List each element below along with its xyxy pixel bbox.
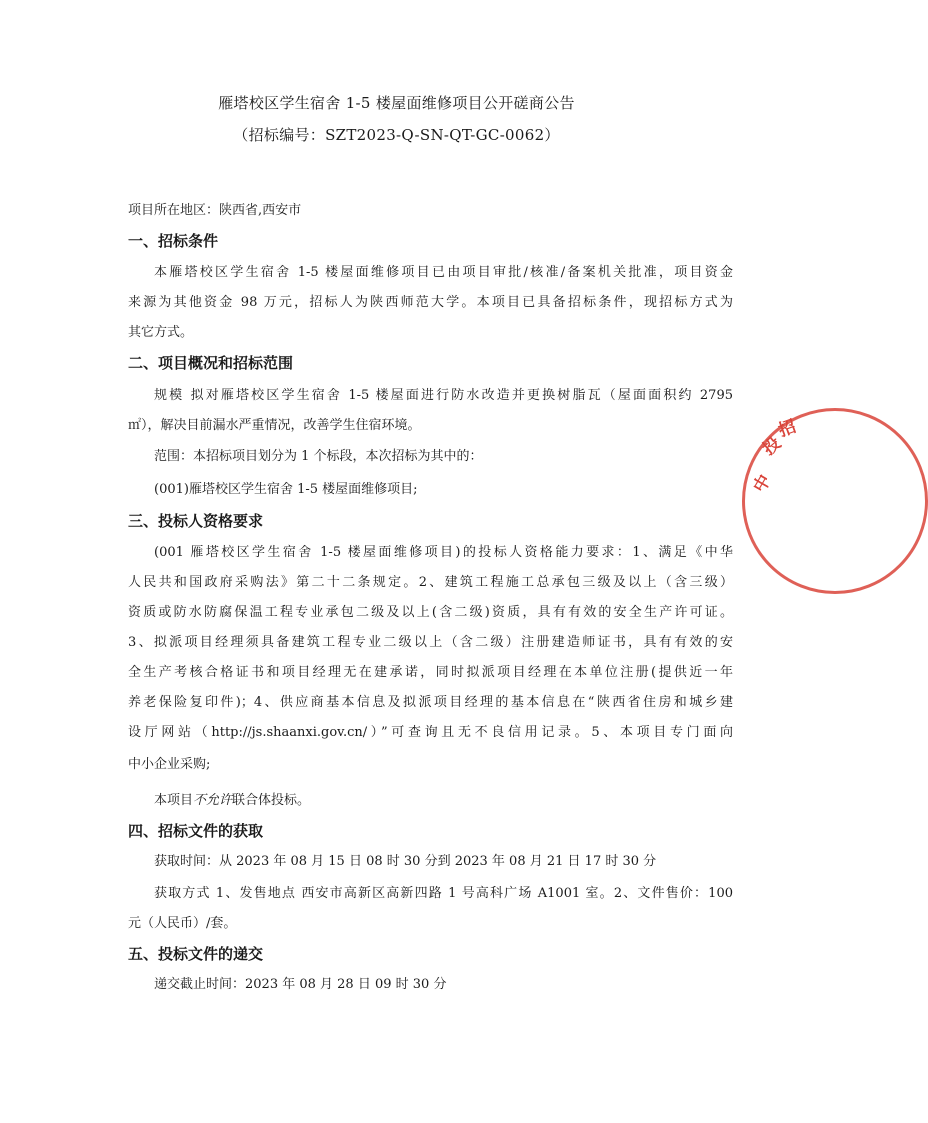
seal-text: 招	[775, 416, 799, 442]
seal-text: 中	[749, 471, 776, 497]
consortium-note	[154, 792, 733, 810]
section-2-scope: 范围：本招标项目划分为 1 个标段，本次招标为其中的：	[154, 449, 483, 464]
section-3-line-8: 中小企业采购;	[128, 757, 211, 772]
acquisition-method-line-2: 元（人民币）/套。	[128, 916, 237, 931]
document-title: 雁塔校区学生宿舍 1-5 楼屋面维修项目公开磋商公告	[218, 94, 575, 112]
consortium-prefix: 本项目	[154, 793, 194, 808]
section-2-heading: 二、项目概况和招标范围	[128, 354, 294, 372]
section-3-heading: 三、投标人资格要求	[128, 512, 264, 530]
section-3-line-3: 资质或防水防腐保温工程专业承包二级及以上(含二级)资质，具有有效的安全生产许可证。	[128, 605, 733, 620]
section-3-line-1: (001 雁塔校区学生宿舍 1-5 楼屋面维修项目)的投标人资格能力要求：1、满足《中华	[154, 545, 733, 560]
section-1-heading: 一、招标条件	[128, 232, 219, 250]
submission-deadline: 递交截止时间：2023 年 08 月 28 日 09 时 30 分	[154, 977, 447, 992]
consortium-suffix: 联合体投标。	[232, 793, 311, 808]
section-3-line-5: 全生产考核合格证书和项目经理无在建承诺，同时拟派项目经理在本单位注册(提供近一年	[128, 665, 733, 680]
tender-code: （招标编号：SZT2023-Q-SN-QT-GC-0062）	[233, 126, 560, 144]
seal-text: 投	[759, 433, 786, 460]
project-region: 项目所在地区：陕西省,西安市	[128, 203, 302, 218]
section-1-line-1: 本雁塔校区学生宿舍 1-5 楼屋面维修项目已由项目审批/核准/备案机关批准，项目资金	[154, 265, 733, 280]
section-3-line-2: 人民共和国政府采购法》第二十二条规定。2、建筑工程施工总承包三级及以上（含三级）	[128, 575, 733, 590]
acquisition-time: 获取时间：从 2023 年 08 月 15 日 08 时 30 分到 2023 年 08 月 21 日 17 时 30 分	[154, 854, 657, 869]
section-3-line-7: 设厅网站（http://js.shaanxi.gov.cn/）”可查询且无不良信用记录。5、本项目专门面向	[128, 725, 733, 740]
consortium-not-allowed: 不允许	[193, 793, 233, 808]
section-4-heading: 四、招标文件的获取	[128, 822, 264, 840]
section-2-lot: (001)雁塔校区学生宿舍 1-5 楼屋面维修项目;	[154, 482, 418, 497]
section-1-line-2: 来源为其他资金 98 万元，招标人为陕西师范大学。本项目已具备招标条件，现招标方式为	[128, 295, 733, 310]
section-2-scale-line-1: 规模 拟对雁塔校区学生宿舍 1-5 楼屋面进行防水改造并更换树脂瓦（屋面面积约 2795	[154, 388, 733, 403]
section-5-heading: 五、投标文件的递交	[128, 945, 264, 963]
section-3-line-6: 养老保险复印件)；4、供应商基本信息及拟派项目经理的基本信息在“陕西省住房和城乡建	[128, 695, 733, 710]
acquisition-method-line-1: 获取方式 1、发售地点 西安市高新区高新四路 1 号高科广场 A1001 室。2、文件售价：100	[154, 886, 733, 901]
section-1-line-3: 其它方式。	[128, 325, 194, 340]
section-2-scale-line-2: ㎡），解决目前漏水严重情况，改善学生住宿环境。	[128, 418, 421, 433]
section-3-line-4: 3、拟派项目经理须具备建筑工程专业二级以上（含二级）注册建造师证书，具有有效的安	[128, 635, 733, 650]
